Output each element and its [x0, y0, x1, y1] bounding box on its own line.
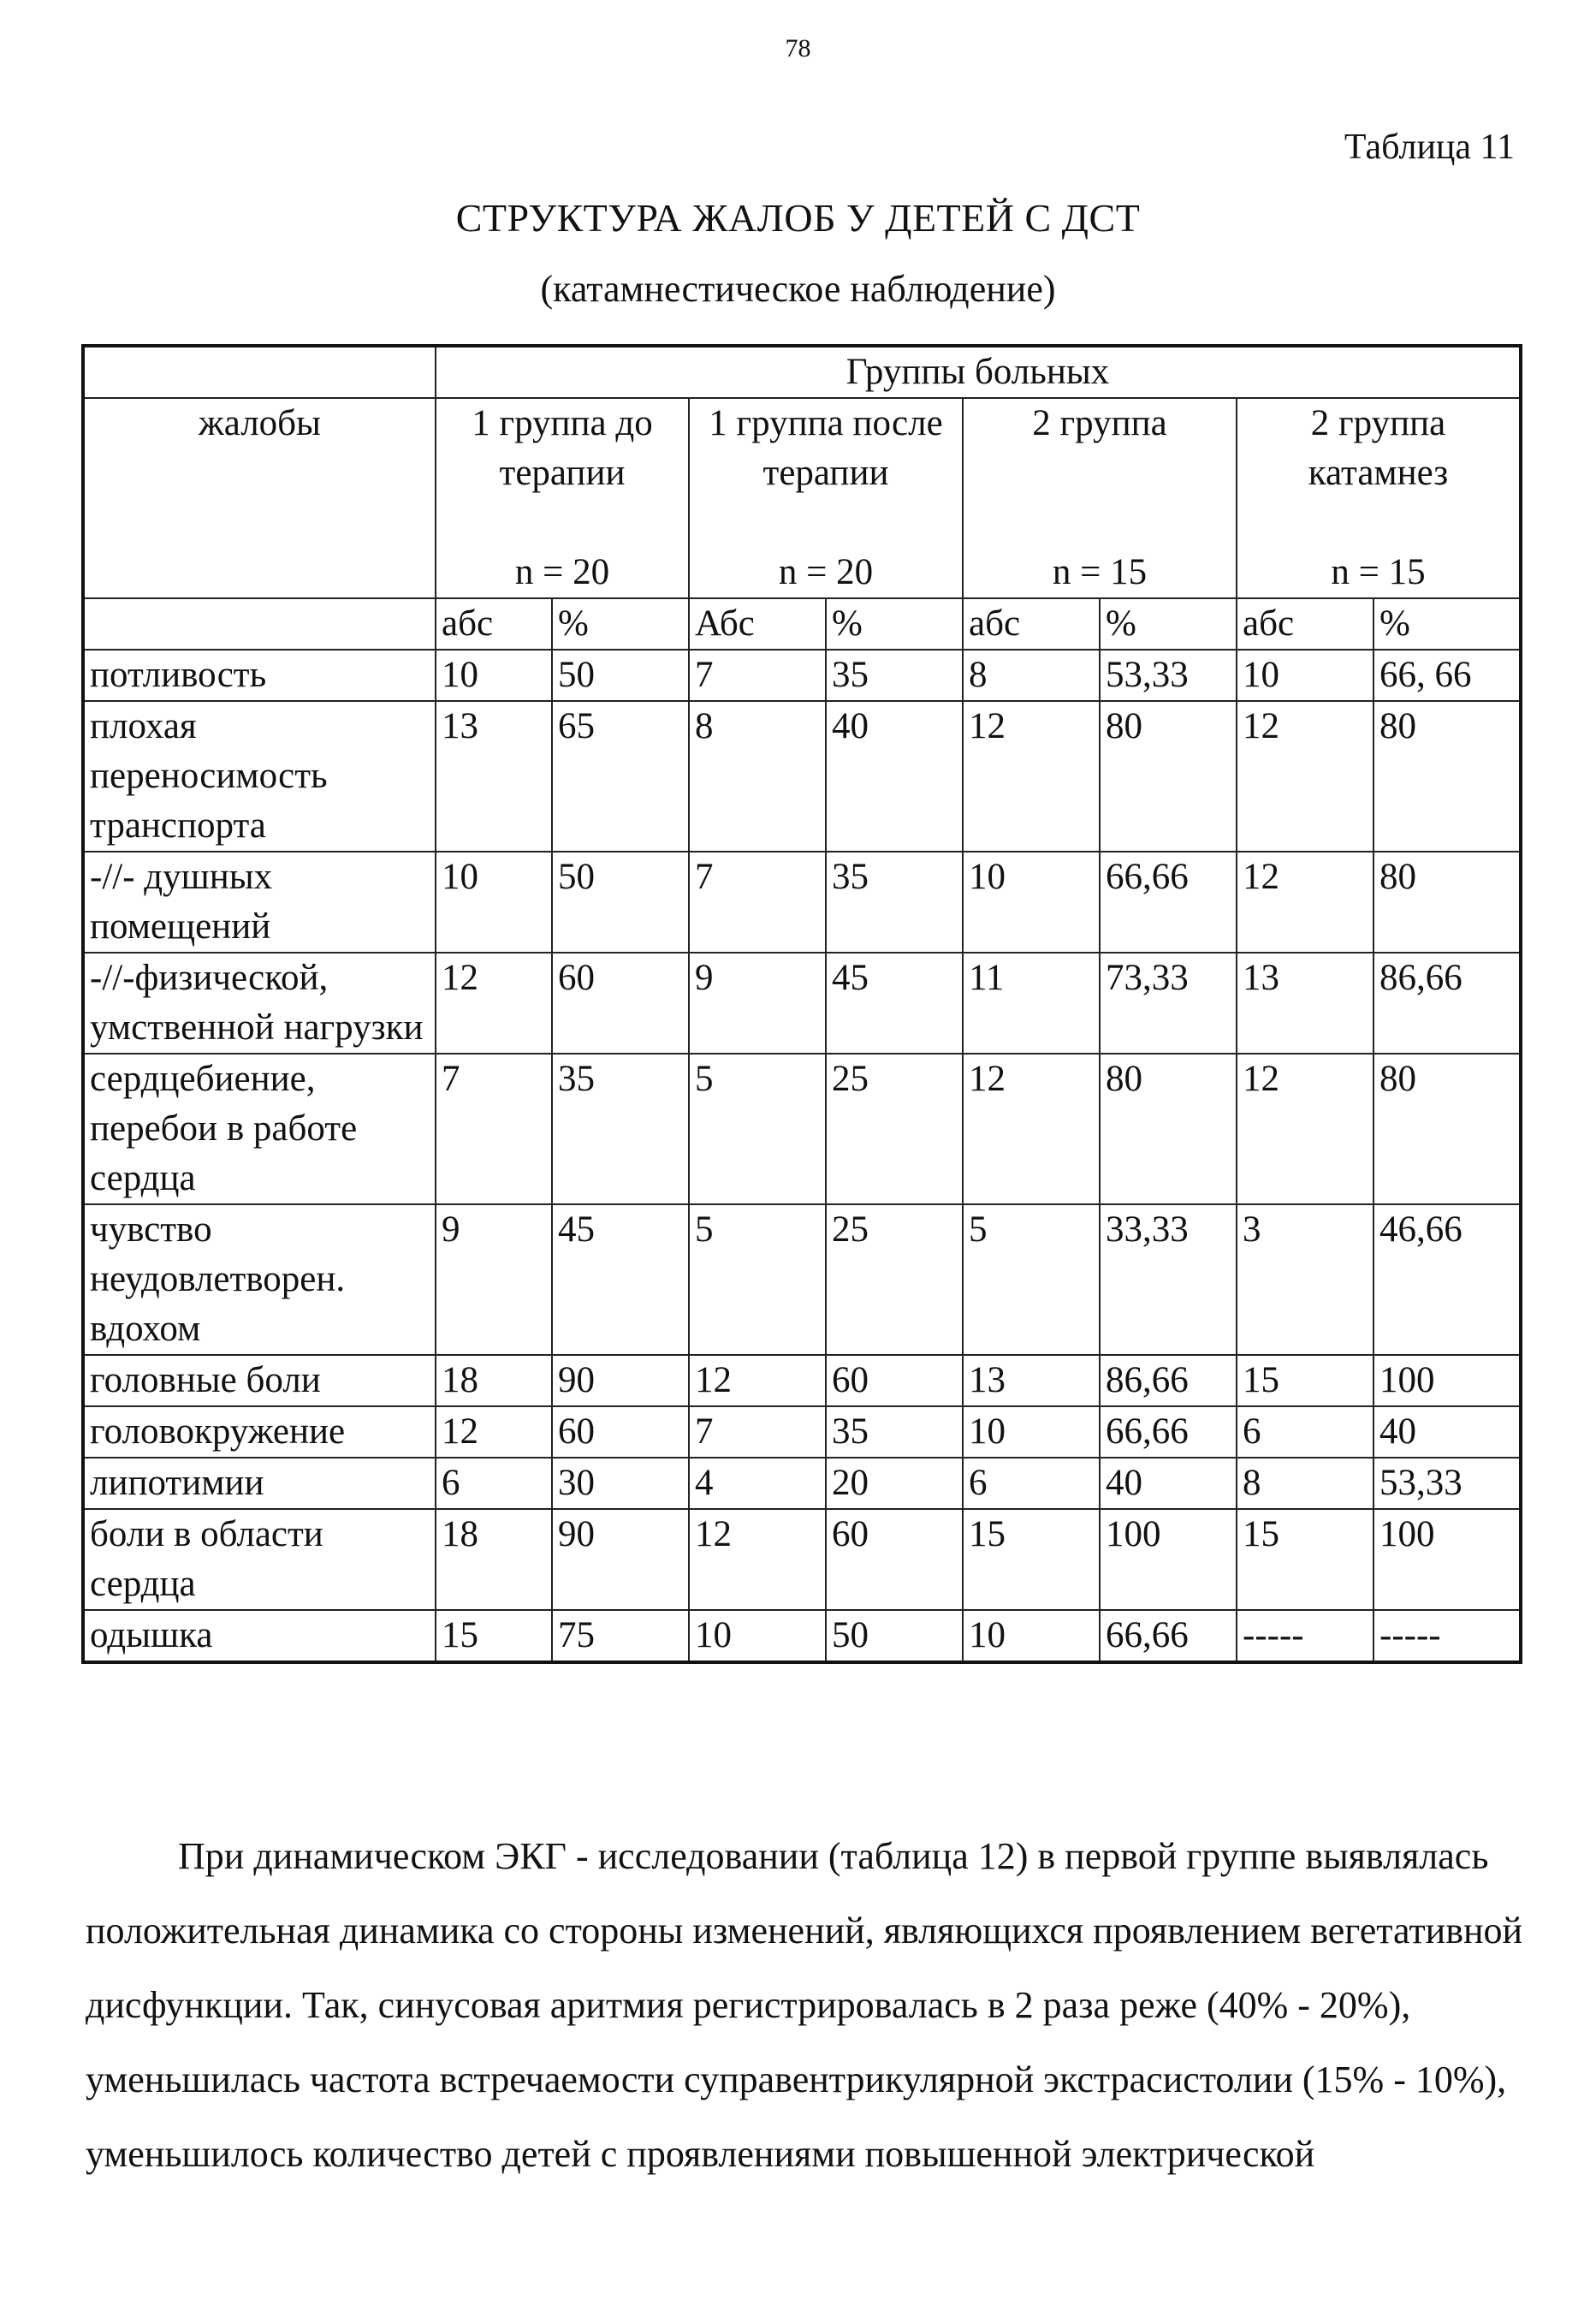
subheader-cell: Абс [689, 598, 826, 650]
complaint-cell: боли в области сердца [83, 1509, 436, 1610]
value-cell: 73,33 [1100, 953, 1237, 1054]
table-row [83, 1458, 1521, 1509]
group-label: 2 группа [1032, 403, 1167, 443]
value-cell: 60 [826, 1509, 963, 1610]
value-cell: 6 [436, 1458, 552, 1509]
value-cell: 66,66 [1100, 1406, 1237, 1458]
value-cell: 60 [552, 1406, 689, 1458]
value-cell: 10 [963, 1610, 1100, 1662]
table-row [83, 953, 1521, 1054]
table-row [83, 1406, 1521, 1458]
value-cell: 4 [689, 1458, 826, 1509]
group-label: 2 группа катамнез [1308, 403, 1449, 493]
value-cell: 8 [963, 650, 1100, 701]
subheader-cell: % [1374, 598, 1521, 650]
group-header [689, 398, 963, 598]
groups-header: Группы больных [436, 346, 1521, 398]
value-cell: 10 [436, 852, 552, 953]
value-cell: 10 [963, 852, 1100, 953]
value-cell: 66,66 [1100, 1610, 1237, 1662]
value-cell: 11 [963, 953, 1100, 1054]
table-row [83, 1054, 1521, 1204]
table-row [83, 650, 1521, 701]
value-cell: 40 [826, 701, 963, 852]
value-cell: 50 [826, 1610, 963, 1662]
value-cell: 8 [689, 701, 826, 852]
table-row [83, 1355, 1521, 1406]
group-n: n = 20 [778, 552, 874, 592]
value-cell: 45 [552, 1204, 689, 1355]
value-cell: 100 [1374, 1355, 1521, 1406]
value-cell: 25 [826, 1204, 963, 1355]
value-cell: 65 [552, 701, 689, 852]
value-cell: 40 [1374, 1406, 1521, 1458]
body-paragraph: При динамическом ЭКГ - исследовании (таблица 12) в первой группе выявлялась положительная динамика со стороны изменений, являющихся проявлением вегетативной дисфункции. Так, синусовая аритмия регистрировалась в 2 раза реже (40% - 20%), уменьшилась частота встречаемости суправентрикулярной экстрасистолии (15% - 10%), уменьшилось количество детей с проявлениями повышенной электрической [86, 1835, 1523, 2175]
subheader-cell: абс [963, 598, 1100, 650]
complaint-cell: -//- душных помещений [83, 852, 436, 953]
value-cell: 6 [963, 1458, 1100, 1509]
value-cell: 50 [552, 852, 689, 953]
value-cell: 12 [689, 1509, 826, 1610]
value-cell: 80 [1374, 1054, 1521, 1204]
complaint-cell: липотимии [83, 1458, 436, 1509]
complaint-cell: головные боли [83, 1355, 436, 1406]
value-cell: 5 [689, 1204, 826, 1355]
complaint-cell: сердцебиение, перебои в работе сердца [83, 1054, 436, 1204]
value-cell: 100 [1374, 1509, 1521, 1610]
value-cell: 5 [689, 1054, 826, 1204]
group-label: 1 группа до терапии [472, 403, 653, 493]
group-label: 1 группа после терапии [709, 403, 943, 493]
value-cell: 12 [1237, 701, 1374, 852]
value-cell: 60 [552, 953, 689, 1054]
subheader-cell: % [552, 598, 689, 650]
value-cell: 12 [436, 1406, 552, 1458]
value-cell: 15 [963, 1509, 1100, 1610]
value-cell: 10 [689, 1610, 826, 1662]
value-cell: 35 [826, 1406, 963, 1458]
table-row [83, 701, 1521, 852]
value-cell: 50 [552, 650, 689, 701]
value-cell: 7 [689, 650, 826, 701]
group-header [436, 398, 689, 598]
value-cell: 25 [826, 1054, 963, 1204]
value-cell: 30 [552, 1458, 689, 1509]
value-cell: 3 [1237, 1204, 1374, 1355]
value-cell: 12 [436, 953, 552, 1054]
group-header [963, 398, 1237, 598]
value-cell: 86,66 [1374, 953, 1521, 1054]
value-cell: 75 [552, 1610, 689, 1662]
value-cell: 80 [1374, 701, 1521, 852]
value-cell: 60 [826, 1355, 963, 1406]
value-cell: 15 [1237, 1355, 1374, 1406]
value-cell: ----- [1374, 1610, 1521, 1662]
value-cell: 53,33 [1100, 650, 1237, 701]
complaint-cell: головокружение [83, 1406, 436, 1458]
table-title: СТРУКТУРА ЖАЛОБ У ДЕТЕЙ С ДСТ [455, 196, 1141, 240]
value-cell: 12 [1237, 1054, 1374, 1204]
value-cell: 80 [1100, 1054, 1237, 1204]
value-cell: 13 [963, 1355, 1100, 1406]
value-cell: 10 [1237, 650, 1374, 701]
complaint-column-header: жалобы [83, 398, 436, 598]
value-cell: 33,33 [1100, 1204, 1237, 1355]
value-cell: 35 [826, 650, 963, 701]
subheader-cell: абс [1237, 598, 1374, 650]
table-row [83, 1204, 1521, 1355]
value-cell: 9 [689, 953, 826, 1054]
value-cell: 15 [1237, 1509, 1374, 1610]
table-row [83, 1509, 1521, 1610]
page-number: 78 [785, 34, 811, 62]
empty-subheader-cell [83, 598, 436, 650]
value-cell: 100 [1100, 1509, 1237, 1610]
value-cell: 7 [689, 852, 826, 953]
subheader-cell: % [1100, 598, 1237, 650]
value-cell: 35 [826, 852, 963, 953]
value-cell: 12 [689, 1355, 826, 1406]
subheader-cell: % [826, 598, 963, 650]
empty-corner-cell [83, 346, 436, 398]
value-cell: 15 [436, 1610, 552, 1662]
value-cell: 6 [1237, 1406, 1374, 1458]
complaint-cell: -//-физической, умственной нагрузки [83, 953, 436, 1054]
value-cell: 90 [552, 1355, 689, 1406]
table-row [83, 852, 1521, 953]
table-body [83, 650, 1521, 1662]
value-cell: 46,66 [1374, 1204, 1521, 1355]
value-cell: 20 [826, 1458, 963, 1509]
value-cell: 9 [436, 1204, 552, 1355]
value-cell: 18 [436, 1509, 552, 1610]
group-n: n = 15 [1052, 552, 1148, 592]
value-cell: 80 [1374, 852, 1521, 953]
value-cell: 7 [689, 1406, 826, 1458]
value-cell: ----- [1237, 1610, 1374, 1662]
value-cell: 80 [1100, 701, 1237, 852]
body-text [86, 1819, 1523, 2191]
value-cell: 12 [963, 701, 1100, 852]
table-subtitle: (катамнестическое наблюдение) [540, 268, 1056, 310]
value-cell: 7 [436, 1054, 552, 1204]
value-cell: 13 [1237, 953, 1374, 1054]
value-cell: 13 [436, 701, 552, 852]
subheader-cell: абс [436, 598, 552, 650]
value-cell: 35 [552, 1054, 689, 1204]
value-cell: 10 [436, 650, 552, 701]
value-cell: 53,33 [1374, 1458, 1521, 1509]
value-cell: 12 [963, 1054, 1100, 1204]
complaints-table [81, 344, 1522, 1664]
complaint-cell: плохая переносимость транспорта [83, 701, 436, 852]
group-n: n = 20 [514, 552, 610, 592]
value-cell: 5 [963, 1204, 1100, 1355]
value-cell: 86,66 [1100, 1355, 1237, 1406]
value-cell: 90 [552, 1509, 689, 1610]
table-row [83, 1610, 1521, 1662]
value-cell: 18 [436, 1355, 552, 1406]
value-cell: 12 [1237, 852, 1374, 953]
value-cell: 8 [1237, 1458, 1374, 1509]
table-label: Таблица 11 [1344, 128, 1515, 167]
complaint-cell: чувство неудовлетворен. вдохом [83, 1204, 436, 1355]
group-header [1237, 398, 1521, 598]
value-cell: 10 [963, 1406, 1100, 1458]
value-cell: 45 [826, 953, 963, 1054]
complaint-cell: одышка [83, 1610, 436, 1662]
group-n: n = 15 [1331, 552, 1426, 592]
complaint-cell: потливость [83, 650, 436, 701]
value-cell: 66, 66 [1374, 650, 1521, 701]
value-cell: 66,66 [1100, 852, 1237, 953]
value-cell: 40 [1100, 1458, 1237, 1509]
